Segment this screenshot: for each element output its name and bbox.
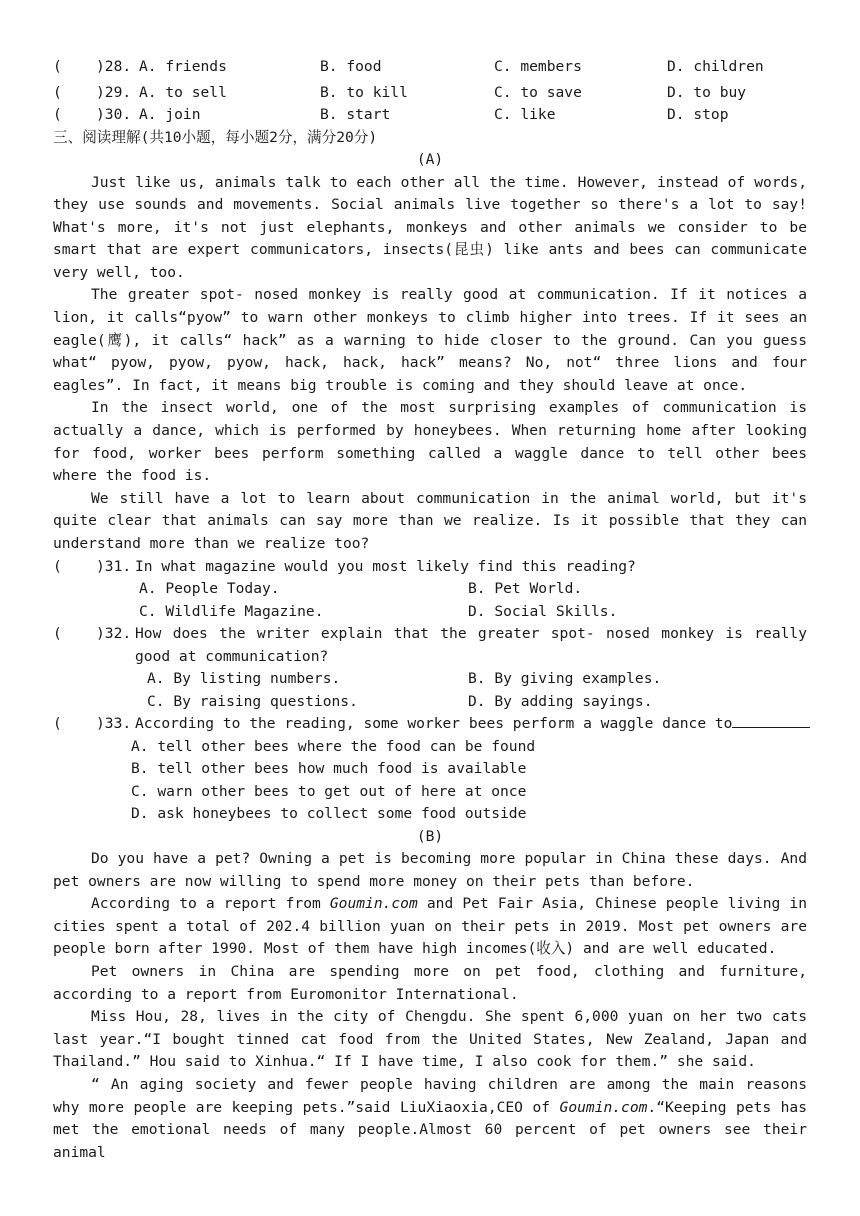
option-d: D. to buy: [667, 83, 747, 101]
option-b: B. Pet World.: [468, 580, 583, 598]
cloze-item-29: [53, 82, 807, 105]
passage-b-paragraph-4: Miss Hou, 28, lives in the city of Chengdu. She spent 6,000 yuan on her two cats last year.“I bought tinned cat food from the United States, New Zealand, Japan and Thailand.” Hou said to Xinhua.“ If I have time, I also cook for them.” she said.: [53, 1008, 807, 1071]
option-a: A. People Today.: [139, 580, 280, 598]
text-segment: “ An aging society and fewer people having children are among the main reasons why more people are keeping pets.”said LiuXiaoxia,CEO of: [53, 1076, 807, 1116]
text-segment: .“Keeping pets has met the emotional needs of many people.Almost 60 percent of pet owners see their animal: [53, 1098, 808, 1161]
question-32-options-ab: [53, 668, 807, 691]
question-33: [53, 713, 807, 736]
text-segment: According to a report from: [91, 895, 330, 913]
exam-page: [53, 56, 807, 1164]
option-a: A. join: [139, 106, 201, 123]
passage-b-paragraph-3: Pet owners in China are spending more on pet food, clothing and furniture, according to a report from Euromonitor International.: [53, 963, 807, 1003]
option-d: D. children: [667, 58, 764, 75]
question-number: )29.: [96, 83, 132, 101]
option-a: A. friends: [139, 58, 227, 75]
cloze-item-30: [53, 104, 807, 127]
answer-paren: (: [53, 715, 62, 733]
passage-b-paragraph-2: [53, 893, 807, 961]
option-c: C. Wildlife Magazine.: [139, 602, 324, 620]
option-c: C. By raising questions.: [147, 692, 358, 710]
option-d: D. ask honeybees to collect some food outside: [131, 805, 527, 823]
passage-a-label: (A): [416, 151, 444, 168]
website-name: Goumin.com: [329, 895, 418, 913]
question-32-options-cd: [53, 691, 807, 714]
passage-a-paragraph-2: The greater spot- nosed monkey is really good at communication. If it notices a lion, it calls“pyow” to warn other monkeys to climb higher into trees. If it sees an eagle(鹰), it calls“ hack” as a warning to hide closer to the ground. Can you guess what“ pyow, pyow, pyow, hack, hack, hack” means? No, not“ three lions and four eagles”. In fact, it means big trouble is coming and they should leave at once.: [53, 286, 807, 394]
option-c: C. warn other bees to get out of here at once: [131, 782, 527, 800]
answer-paren: (: [53, 557, 62, 575]
option-c: C. like: [494, 106, 556, 123]
option-d: D. By adding sayings.: [468, 692, 653, 710]
option-b: B. food: [320, 58, 382, 75]
question-text: How does the writer explain that the greater spot- nosed monkey is really good at communication?: [135, 625, 807, 665]
option-a: A. to sell: [139, 83, 227, 101]
option-b: B. tell other bees how much food is available: [131, 760, 527, 778]
passage-b-label: (B): [416, 827, 444, 845]
question-31-options-ab: [53, 578, 807, 601]
answer-blank: [732, 713, 810, 728]
option-b: B. By giving examples.: [468, 670, 662, 688]
question-number: )31.: [96, 557, 132, 575]
question-32: [53, 623, 807, 668]
passage-a-paragraph-4: We still have a lot to learn about communication in the animal world, but it's quite clear that animals can say more than we realize. Is it possible that they can understand more than we realize too?: [53, 489, 807, 552]
option-a: A. By listing numbers.: [147, 670, 341, 688]
option-b: B. start: [320, 106, 391, 123]
section-heading: 三、阅读理解(共10小题，每小题2分，满分20分): [53, 128, 378, 146]
question-31: [53, 556, 807, 579]
answer-paren: (: [53, 625, 62, 643]
question-text: In what magazine would you most likely find this reading?: [135, 557, 636, 575]
option-a: A. tell other bees where the food can be found: [131, 737, 536, 755]
option-c: C. members: [494, 58, 582, 75]
option-d: D. Social Skills.: [468, 602, 618, 620]
option-c: C. to save: [494, 83, 582, 101]
question-text: According to the reading, some worker bees perform a waggle dance to: [135, 715, 733, 733]
question-number: )33.: [96, 715, 132, 733]
website-name: Goumin.com: [559, 1098, 648, 1116]
question-number: )30.: [96, 106, 132, 123]
question-31-options-cd: [53, 601, 807, 624]
question-number: )28.: [96, 58, 132, 75]
passage-b-paragraph-5: [53, 1074, 807, 1164]
passage-a-paragraph-1: Just like us, animals talk to each other all the time. However, instead of words, they use sounds and movements. Social animals live together so there's a lot to say! What's more, it's not just elephants, monkeys and other animals we consider to be smart that are expert communicators, insects(昆虫) like ants and bees can communicate very well, too.: [53, 173, 807, 281]
cloze-item-28: [53, 56, 807, 79]
answer-paren: (: [53, 106, 62, 123]
answer-paren: (: [53, 83, 62, 101]
passage-a-paragraph-3: In the insect world, one of the most surprising examples of communication is actually a dance, which is performed by honeybees. When returning home after looking for food, worker bees perform something called a waggle dance to tell other bees where the food is.: [53, 399, 807, 485]
text-segment: and Pet Fair Asia, Chinese people living in cities spent a total of 202.4 billion yuan on their pets in 2019. Most pet owners are people born after 1990. Most of them have high incomes(收入) and are well educated.: [53, 895, 808, 958]
answer-paren: (: [53, 58, 62, 75]
option-d: D. stop: [667, 106, 729, 123]
question-number: )32.: [96, 625, 132, 643]
passage-b-paragraph-1: Do you have a pet? Owning a pet is becoming more popular in China these days. And pet owners are now willing to spend more money on their pets than before.: [53, 850, 807, 890]
option-b: B. to kill: [320, 83, 408, 101]
